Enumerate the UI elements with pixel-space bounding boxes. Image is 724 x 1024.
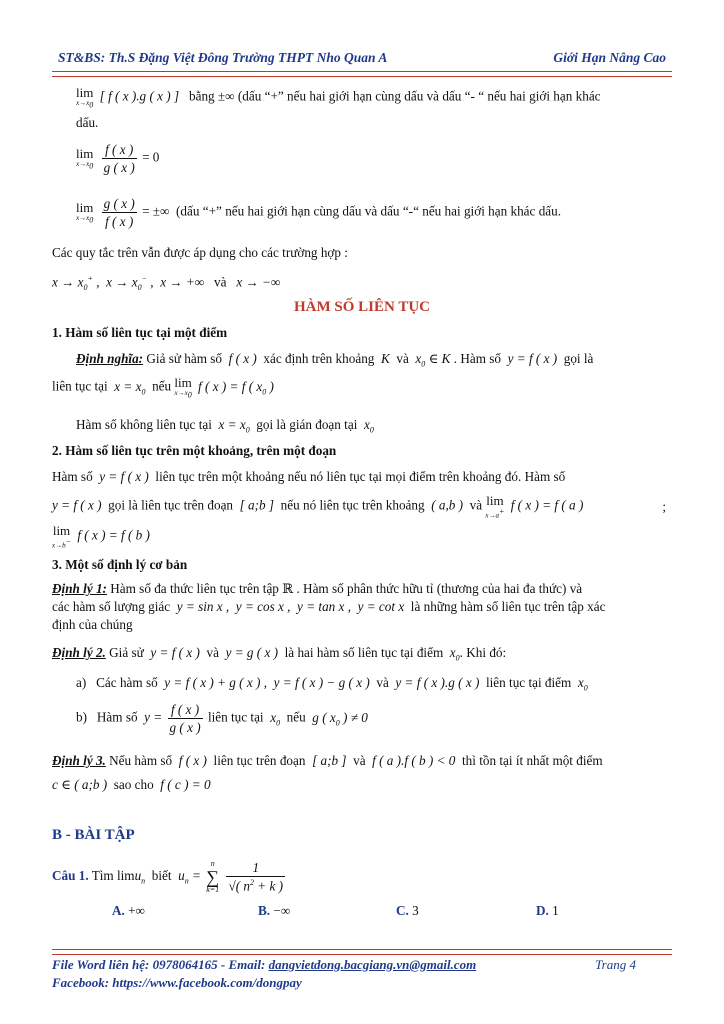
theorem-3-line-2: c ∈ ( a;b ) sao cho f ( c ) = 0 [52, 777, 211, 792]
product-rule-text: bằng ±∞ (dấu “+” nếu hai giới hạn cùng dấu và dấu “- “ nếu hai giới hạn khác [189, 88, 601, 104]
theorem-1-line-1: Định lý 1: Hàm số đa thức liên tục trên tập ℝ . Hàm số phân thức hữu tỉ (thương của hai đa thức) và [52, 581, 583, 596]
page-footer [52, 957, 672, 991]
theorem-1-line-2: các hàm số lượng giác y = sin x , y = cos x , y = tan x , y = cot x là những hàm số liên tục trên tập xác [52, 599, 606, 614]
header-rule [52, 71, 672, 77]
theorem-2-a: a) Các hàm số y = f ( x ) + g ( x ) , y = f ( x ) − g ( x ) và y = f ( x ).g ( x ) liên tục tại điểm $x_0$ [76, 675, 588, 693]
question-1: Câu 1. Tìm limu$_n$ biết $u_n$ = n ∑ k=1 $\frac{1}{√( n^2 + k )}$ [52, 859, 284, 894]
s1-heading: 1. Hàm số liên tục tại một điểm [52, 325, 228, 340]
rules-intro: Các quy tắc trên vẫn được áp dụng cho các trường hợp : [52, 245, 348, 260]
option-a[interactable]: A. +∞ [112, 903, 145, 918]
footer-facebook-link[interactable]: Facebook: https://www.facebook.com/dongpay [52, 975, 302, 990]
s1-discontinuity: Hàm số không liên tục tại $x = x_0$ gọi là gián đoạn tại $x_0$ [76, 417, 374, 435]
ratio-rule-text: (dấu “+” nếu hai giới hạn cùng dấu và dấu “-“ nếu hai giới hạn khác dấu. [176, 203, 562, 219]
s1-definition: Định nghĩa: Giả sử hàm số f ( x ) xác định trên khoảng K và $x_0$ ∈ K . Hàm số y = f ( x ) gọi là [76, 351, 594, 369]
product-expr: [ f ( x ).g ( x ) ] [99, 88, 180, 104]
theorem-1-line-3: định của chúng [52, 617, 133, 632]
s2-heading: 2. Hàm số liên tục trên một khoảng, trên một đoạn [52, 443, 337, 458]
cases-line: $x \to x_0^+$ , $x \to x_0^-$ , x → +∞ và x → −∞ [52, 274, 281, 293]
s2-para-1: Hàm số y = f ( x ) liên tục trên một khoảng nếu nó liên tục tại mọi điểm trên khoảng đó. Hàm số [52, 469, 566, 484]
theorem-2: Định lý 2. Giả sử y = f ( x ) và y = g ( x ) là hai hàm số liên tục tại điểm $x_0$. Khi đó: [52, 645, 507, 663]
product-rule-cont: dấu. [76, 115, 99, 130]
option-d[interactable]: D. 1 [536, 903, 559, 918]
theorem-2-b: b) Hàm số y = $\frac{f ( x )}{g ( x )}$ liên tục tại $x_0$ nếu g ( $x_0$ ) ≠ 0 [76, 702, 368, 736]
s2-para-2: y = f ( x ) gọi là liên tục trên đoạn [ a;b ] nếu nó liên tục trên khoảng ( a,b ) và lim x→a+ f ( x ) = f ( a ) ; [52, 493, 666, 520]
s1-definition-2: liên tục tại $x = x_0$ nếu lim $x\to x_0$ f ( x ) = f ( $x_0$ ) [52, 375, 274, 400]
limit-product-line [76, 86, 672, 109]
limit-ratio-inf: lim $x\to x_0$ $\frac{g ( x )}{f ( x )}$ = ±∞ (dấu “+” nếu hai giới hạn cùng dấu và dấu “-“ nếu hai giới hạn khác dấu. [76, 196, 562, 230]
option-b[interactable]: B. −∞ [258, 903, 291, 918]
footer-line-1: File Word liên hệ: 0978064165 - Email: dangvietdong.bacgiang.vn@gmail.com Trang 4 [52, 957, 636, 972]
exercises-heading: B - BÀI TẬP [52, 827, 135, 843]
lim-expr: lim $x\to x_0$ [76, 85, 94, 110]
footer-email-link[interactable]: dangvietdong.bacgiang.vn@gmail.com [268, 957, 477, 972]
page-number: Trang 4 [595, 957, 636, 972]
s3-heading: 3. Một số định lý cơ bản [52, 557, 188, 572]
footer-rule [52, 949, 672, 955]
s2-para-3: lim x→b− f ( x ) = f ( b ) [52, 523, 150, 550]
option-c[interactable]: C. 3 [396, 903, 419, 918]
section-title: HÀM SỐ LIÊN TỤC [294, 299, 430, 315]
theorem-3-line-1: Định lý 3. Nếu hàm số f ( x ) liên tục trên đoạn [ a;b ] và f ( a ).f ( b ) < 0 thì tồn tại ít nhất một điểm [52, 753, 603, 768]
header-left: ST&BS: Th.S Đặng Việt Đông Trường THPT Nho Quan A [58, 50, 388, 65]
header-right: Giới Hạn Nâng Cao [553, 50, 666, 65]
limit-ratio-zero: lim $x\to x_0$ $\frac{f ( x )}{g ( x )}$ = 0 [76, 142, 160, 176]
